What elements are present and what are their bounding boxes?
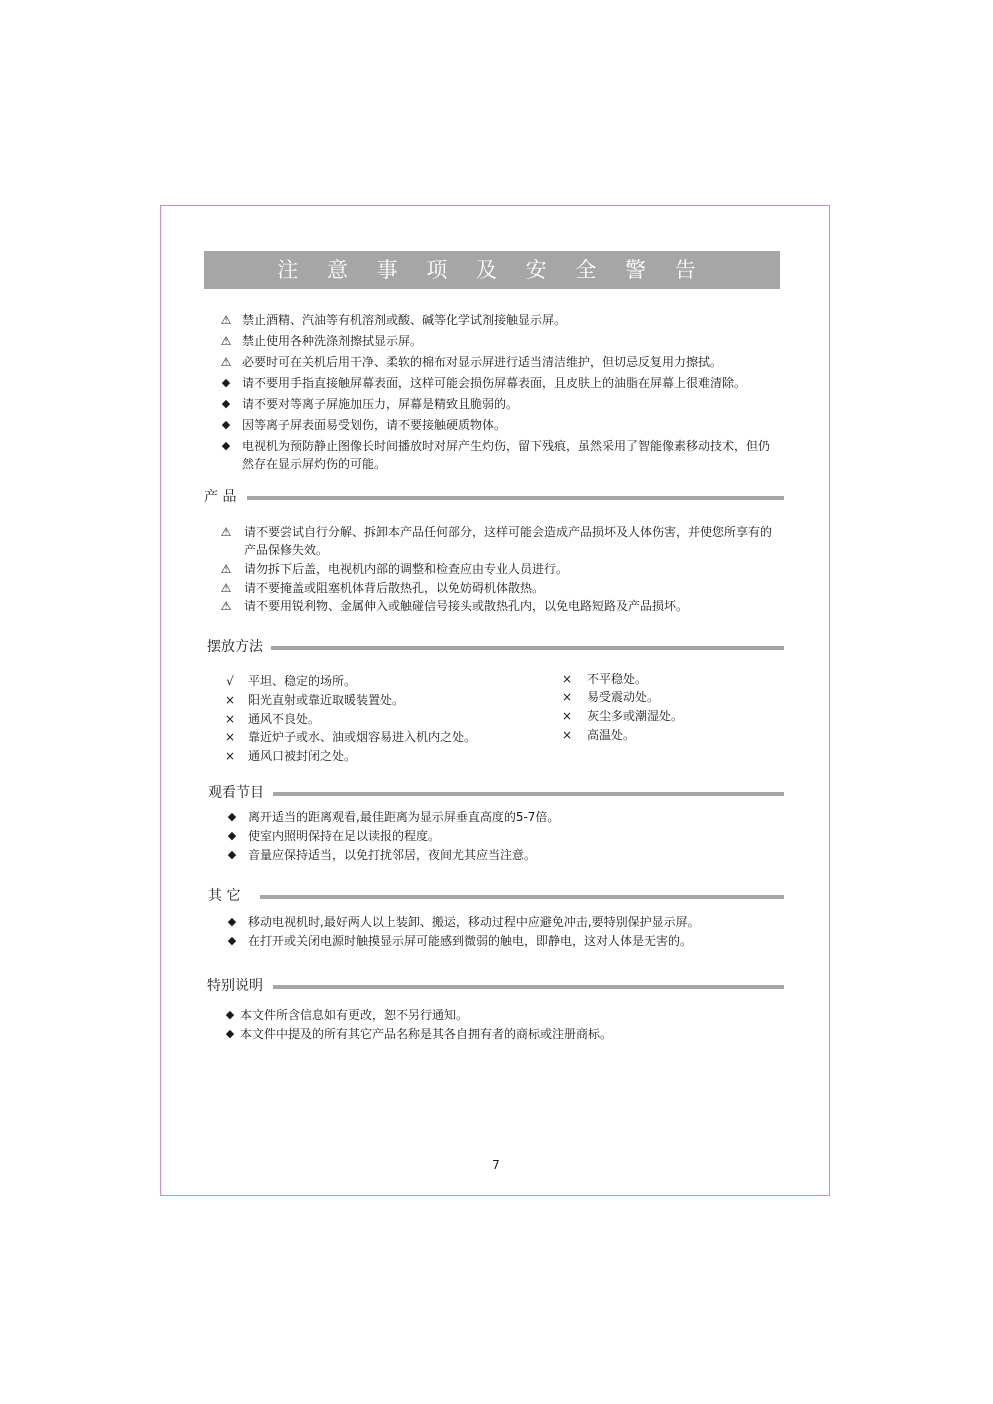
bullet-icon: ◆ [221,418,231,431]
bullet-icon: ◆ [227,848,237,861]
bullet-icon: ◆ [221,439,231,452]
bullet-icon: ◆ [227,829,237,842]
section-divider [260,895,784,899]
section-heading-notes: 特别说明 [207,976,784,996]
section-divider [273,792,784,796]
warning-icon: ⚠ [220,334,232,348]
bullet-icon: ◆ [221,376,231,389]
section-heading-product: 产 品 [204,487,784,507]
section-heading-placement: 摆放方法 [207,637,784,657]
cross-icon: × [224,712,236,726]
cross-icon: × [561,709,573,723]
cross-icon: × [224,730,236,744]
cross-icon: × [561,728,573,742]
warning-icon: ⚠ [220,313,232,327]
warning-icon: ⚠ [220,581,232,595]
check-icon: √ [226,674,234,688]
bullet-icon: ◆ [221,397,231,410]
section-heading-viewing: 观看节目 [208,783,784,803]
section-divider [247,496,784,500]
page-number: 7 [492,1158,500,1172]
bullet-icon: ◆ [225,1008,235,1021]
cross-icon: × [561,690,573,704]
bullet-icon: ◆ [227,810,237,823]
section-divider [271,646,784,650]
section-heading-other: 其 它 [208,886,784,906]
warning-icon: ⚠ [220,355,232,369]
section-divider [273,985,784,989]
cross-icon: × [224,749,236,763]
warning-icon: ⚠ [220,599,232,613]
cross-icon: × [224,693,236,707]
warning-icon: ⚠ [220,525,232,539]
bullet-icon: ◆ [227,915,237,928]
cross-icon: × [561,672,573,686]
page-title: 注 意 事 项 及 安 全 警 告 [204,251,780,289]
warning-icon: ⚠ [220,562,232,576]
bullet-icon: ◆ [225,1027,235,1040]
bullet-icon: ◆ [227,934,237,947]
